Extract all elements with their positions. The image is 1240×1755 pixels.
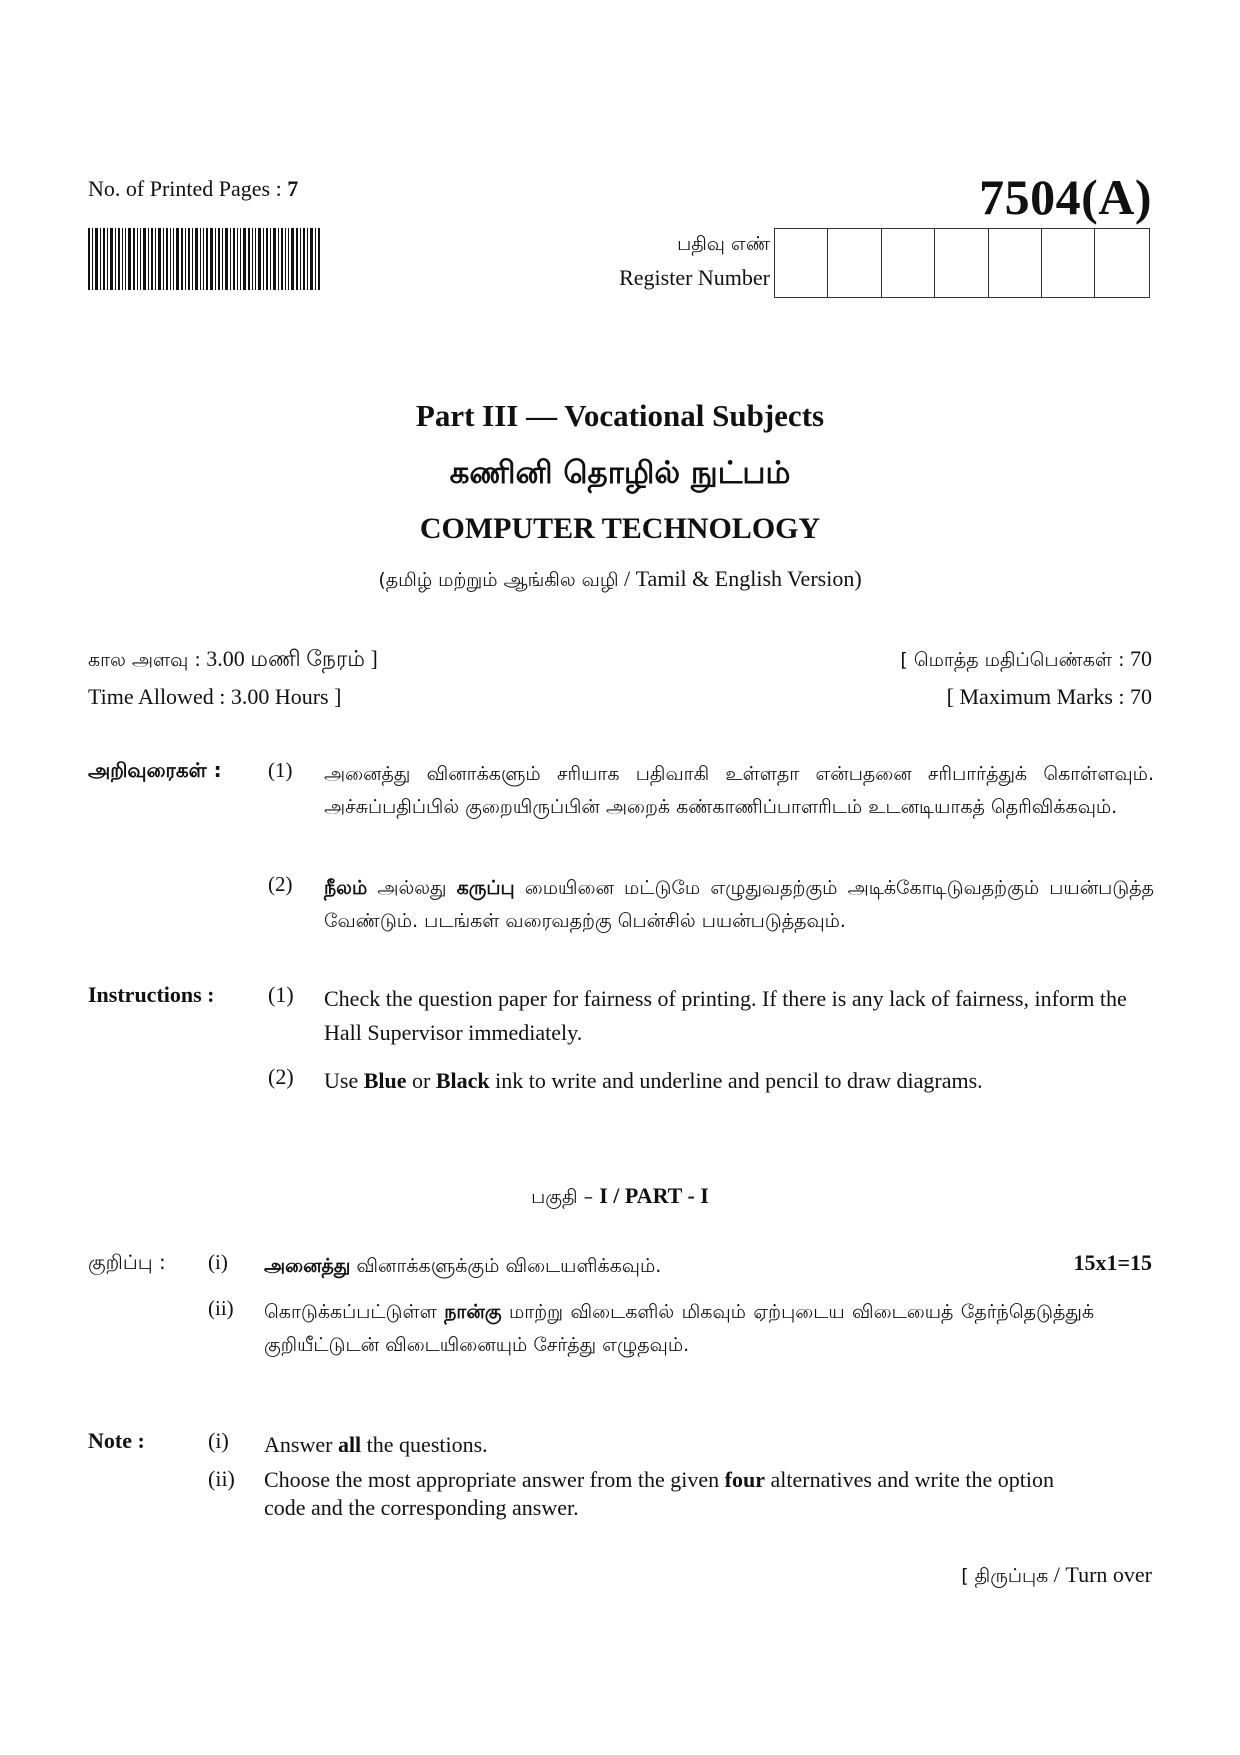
register-digit-box[interactable] xyxy=(1095,229,1148,297)
register-digit-box[interactable] xyxy=(775,229,828,297)
register-digit-box[interactable] xyxy=(882,229,935,297)
max-marks-tamil: [ மொத்த மதிப்பெண்கள் : 70 xyxy=(900,646,1152,671)
note-label-english: Note : xyxy=(88,1428,145,1453)
turn-over-tamil: [ திருப்புக xyxy=(961,1565,1049,1587)
note-tamil-1: அனைத்து வினாக்களுக்கும் விடையளிக்கவும். xyxy=(264,1255,662,1277)
register-digit-box[interactable] xyxy=(989,229,1042,297)
part-heading-tamil: பகுதி – xyxy=(531,1186,600,1208)
instructions-label-english: Instructions : xyxy=(88,982,215,1007)
instruction-tamil-1: அனைத்து வினாக்களும் சரியாக பதிவாகி உள்ளதா என்பதனை சரிபார்த்துக் கொள்ளவும். அச்சுப்பதிப்பில் குறையிருப்பின் அறைக் கண்காணிப்பாளரிடம் உடனடியாகத் தெரிவிக்கவும். xyxy=(324,763,1154,818)
instruction-number: (2) xyxy=(268,872,293,896)
printed-pages-value: 7 xyxy=(287,176,299,201)
register-number-boxes[interactable] xyxy=(774,228,1150,298)
instruction-number: (2) xyxy=(268,1064,294,1089)
note-number: (i) xyxy=(208,1250,228,1274)
printed-pages xyxy=(88,176,298,202)
instructions-label-tamil: அறிவுரைகள் : xyxy=(88,758,222,782)
part-heading-english: I / PART - I xyxy=(599,1183,709,1208)
time-allowed-english: Time Allowed : 3.00 Hours ] xyxy=(88,684,342,709)
register-digit-box[interactable] xyxy=(935,229,988,297)
note-english-1: Answer all the questions. xyxy=(264,1432,488,1457)
part-heading xyxy=(0,1183,1240,1211)
section-marks: 15x1=15 xyxy=(1073,1250,1152,1275)
instruction-number: (1) xyxy=(268,758,293,782)
subject-title-tamil: கணினி தொழில் நுட்பம் xyxy=(449,455,791,491)
register-number-label xyxy=(560,228,770,294)
part-title: Part III — Vocational Subjects xyxy=(415,398,825,433)
version-tamil: (தமிழ் மற்றும் ஆங்கில வழி xyxy=(378,569,619,591)
note-number: (ii) xyxy=(208,1466,235,1491)
version-line xyxy=(0,566,1240,594)
note-number: (i) xyxy=(208,1428,229,1453)
max-marks-english: [ Maximum Marks : 70 xyxy=(946,684,1152,709)
instruction-english-2: Use Blue or Black ink to write and underline and pencil to draw diagrams. xyxy=(324,1068,983,1093)
note-number: (ii) xyxy=(208,1296,234,1320)
barcode-icon xyxy=(88,228,322,290)
instruction-number: (1) xyxy=(268,982,294,1007)
time-allowed-tamil: கால அளவு : 3.00 மணி நேரம் ] xyxy=(88,646,378,671)
register-digit-box[interactable] xyxy=(1042,229,1095,297)
paper-code: 7504(A) xyxy=(979,169,1152,225)
note-tamil-2: கொடுக்கப்பட்டுள்ள நான்கு மாற்று விடைகளில் மிகவும் ஏற்புடைய விடையைத் தேர்ந்தெடுத்துக் குறியீட்டுடன் விடையினையும் சேர்த்து எழுதவும். xyxy=(264,1301,1094,1356)
time-marks-english xyxy=(88,684,1152,710)
register-digit-box[interactable] xyxy=(828,229,881,297)
instruction-tamil-2: நீலம் அல்லது கருப்பு மையினை மட்டுமே எழுதுவதற்கும் அடிக்கோடிடுவதற்கும் பயன்படுத்த வேண்டும். படங்கள் வரைவதற்கு பென்சில் பயன்படுத்தவும். xyxy=(324,877,1154,932)
turn-over-note xyxy=(961,1562,1152,1590)
note-english-2: Choose the most appropriate answer from the given four alternatives and write the option code and the corresponding answer. xyxy=(264,1467,1054,1520)
turn-over-english: / Turn over xyxy=(1053,1562,1152,1587)
instruction-english-1: Check the question paper for fairness of printing. If there is any lack of fairness, inform the Hall Supervisor immediately. xyxy=(324,986,1127,1045)
printed-pages-label: No. of Printed Pages : xyxy=(88,176,282,201)
time-marks-tamil xyxy=(88,646,1152,675)
subject-title-english: COMPUTER TECHNOLOGY xyxy=(419,512,821,545)
note-label-tamil: குறிப்பு : xyxy=(88,1250,166,1274)
register-label-english: Register Number xyxy=(619,265,770,290)
version-english: / Tamil & English Version) xyxy=(624,566,862,591)
register-label-tamil: பதிவு எண் xyxy=(677,233,770,255)
